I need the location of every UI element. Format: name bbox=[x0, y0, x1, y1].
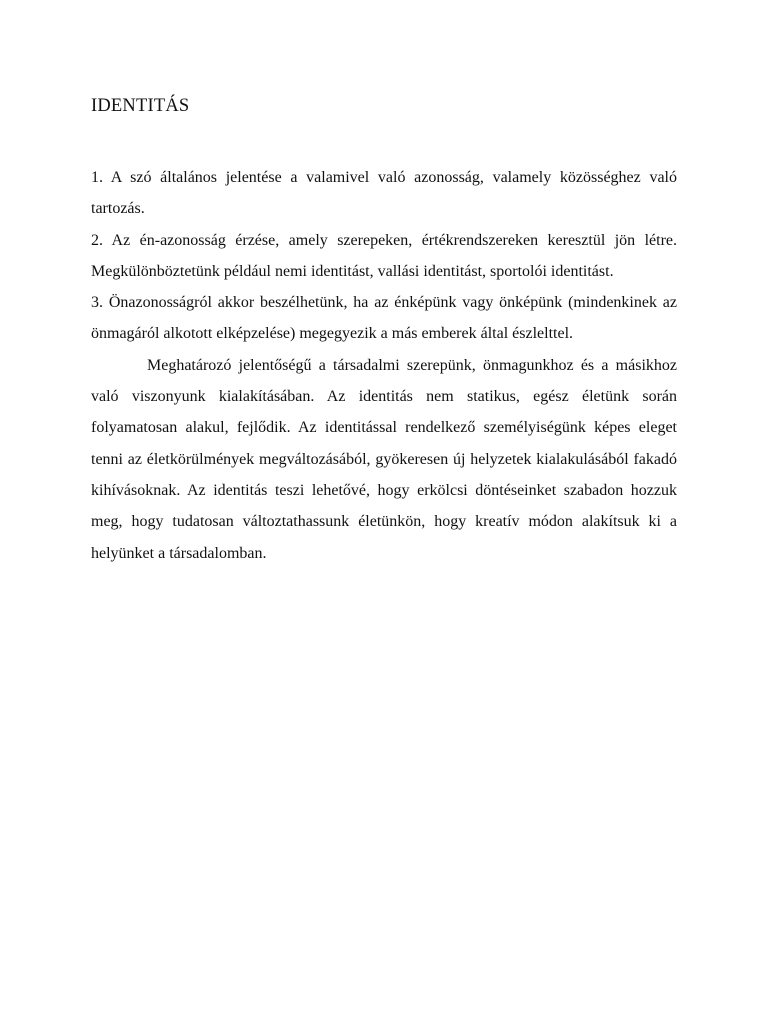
paragraph-explanation: Meghatározó jelentőségű a társadalmi szerepünk, önmagunkhoz és a másikhoz való viszonyunk kialakításában. Az identitás nem statikus, egész életünk során folyamatosan alakul, fejlődik. Az identitással rendelkező személyiségünk képes eleget tenni az életkörülmények megváltozásából, gyökeresen új helyzetek kialakulásából fakadó kihívásoknak. Az identitás teszi lehetővé, hogy erkölcsi döntéseinket szabadon hozzuk meg, hogy tudatosan változtathassunk életünkön, hogy kreatív módon alakítsuk ki a helyünket a társadalomban. bbox=[91, 356, 677, 562]
document-title: IDENTITÁS bbox=[91, 96, 190, 116]
paragraph-definition-3: 3. Önazonosságról akkor beszélhetünk, ha az énképünk vagy önképünk (mindenkinek az önmagáról alkotott elképzelése) megegyezik a más emberek által észlelttel. bbox=[91, 294, 677, 343]
document-body bbox=[91, 162, 677, 569]
paragraph-definition-2: 2. Az én-azonosság érzése, amely szerepeken, értékrendszereken keresztül jön létre. Megkülönböztetünk például nemi identitást, vallási identitást, sportolói identitást. bbox=[91, 231, 677, 280]
paragraph-definition-1: 1. A szó általános jelentése a valamivel való azonosság, valamely közösséghez való tartozás. bbox=[91, 169, 677, 218]
